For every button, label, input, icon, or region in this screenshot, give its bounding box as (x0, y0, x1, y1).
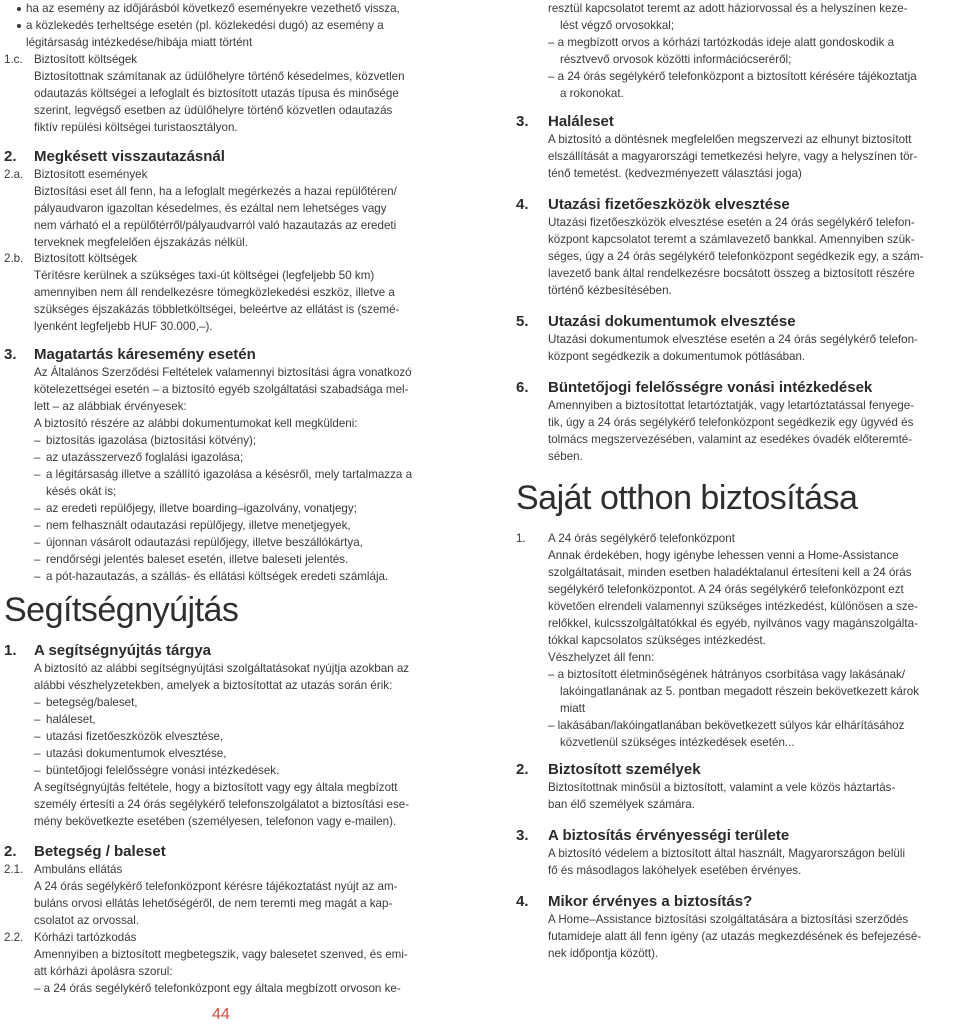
body-line: segélykérő telefonközpontot. A 24 órás segélykérő telefonközpont ezt (548, 583, 904, 596)
subsection-1c-heading (4, 51, 137, 68)
body-line: lést végző orvosokkal; (560, 19, 675, 32)
subsection-title: Ambuláns ellátás (34, 863, 123, 876)
section-heading-missed-return (4, 148, 225, 166)
body-line: lett – az alábbiak érvényesek: (34, 400, 187, 413)
body-line: relőkkel, kulcsszolgáltatókkal és egyéb, nyilvános vagy magánszolgálta- (548, 617, 918, 630)
body-line: mény bekövetkezte esetében (személyesen, telefonon vagy e-mailen). (34, 815, 397, 828)
body-line: fő és másodlagos lakóhelyek esetében érvényes. (548, 864, 802, 877)
body-line: történő kézbesítésében. (548, 284, 672, 297)
list-item: – biztosítás igazolása (biztosítási kötvény); (34, 434, 257, 447)
chapter-title-assistance: Segítségnyújtás (4, 591, 239, 629)
list-item: – az utazásszervező foglalási igazolása; (34, 451, 244, 464)
bullet-icon (17, 24, 21, 28)
section-number: 3. (516, 827, 529, 844)
bullet-icon (17, 7, 21, 11)
body-line: Amennyiben a biztosított megbetegszik, vagy balesetet szenved, és emi- (34, 948, 408, 961)
body-line: központ segédkezik a dokumentumok pótlásában. (548, 350, 806, 363)
body-line: A biztosító az alábbi segítségnyújtási szolgáltatásokat nyújtja azokban az (34, 662, 410, 675)
bullet-item (4, 0, 400, 17)
section-title: Magatartás káresemény esetén (34, 346, 256, 363)
home-section-1-heading (516, 530, 735, 547)
list-item-text: büntetőjogi felelősségre vonási intézkedések. (46, 764, 280, 777)
body-line: nem várható el a repülőtérről/pályaudvarról való hazautazás az eredeti (34, 219, 397, 232)
docs-body (516, 331, 918, 365)
list-item: – betegség/baleset, (34, 696, 138, 709)
bullet-item (4, 17, 384, 34)
conduct-body (4, 364, 412, 432)
list-item: – újonnan vásárolt odautazási repülőjegy, illetve beszállókártya, (34, 536, 363, 549)
subsection-label: 1.c. (4, 53, 23, 66)
list-item-continuation: miatt (560, 702, 586, 715)
subsection-2b-body (4, 267, 399, 335)
emergency-list (516, 666, 919, 751)
subsection-label: 2.2. (4, 931, 24, 944)
subsection-2a-heading (4, 166, 147, 183)
list-item-text: a pót-hazautazás, a szállás- és ellátási költségek eredeti számlája. (46, 570, 389, 583)
list-item-text: utazási dokumentumok elvesztése, (46, 747, 227, 760)
list-item: – a biztosított életminőségének hátrányos csorbítása vagy lakásának/ (548, 668, 906, 681)
list-item: – rendőrségi jelentés baleset esetén, illetve baleseti jelentés. (34, 553, 349, 566)
body-line: att kórházi ápolásra szorul: (34, 965, 173, 978)
section-heading-illness (4, 843, 166, 861)
subsection-title: Biztosított költségek (34, 252, 138, 265)
section-number: 3. (4, 346, 17, 363)
body-line: Biztosítási eset áll fenn, ha a lefoglalt megérkezés a hazai repülőtéren/ (34, 185, 397, 198)
section-title: Utazási fizetőeszközök elvesztése (548, 196, 790, 213)
subsection-label: 2.b. (4, 252, 24, 265)
body-line: csolatot az orvossal. (34, 914, 140, 927)
subsection-1c-body (4, 68, 405, 136)
body-line: A biztosító a döntésnek megfelelően megszervezi az elhunyt biztosított (548, 133, 912, 146)
body-line: szolgáltatásait, minden esetben haladéktalanul értesíteni kell a 24 órás (548, 566, 912, 579)
subsection-label: 2.a. (4, 168, 24, 181)
bullet-text: ha az esemény az időjárásból következő eseményekre vezethető vissza, (26, 2, 400, 15)
body-line: ban élő személyek számára. (548, 798, 695, 811)
body-line: Amennyiben a biztosítottat letartóztatják, vagy letartóztatással fenyege- (548, 399, 915, 412)
list-item: – lakásában/lakóingatlanában bekövetkezett súlyos kár elhárításához (548, 719, 905, 732)
list-item-text: az eredeti repülőjegy, illetve boarding–igazolvány, vonatjegy; (46, 502, 357, 515)
body-line: kötelezettségei esetén – a biztosító egyéb szolgáltatási szabadsága mel- (34, 383, 409, 396)
section-heading-payment-loss (516, 196, 790, 214)
persons-body (516, 779, 895, 813)
body-line: sében. (548, 450, 583, 463)
home-section-1-body (516, 547, 918, 666)
list-item-continuation: közvetlenül szükséges intézkedések esetén... (560, 736, 795, 749)
subsection-2a-body (4, 183, 397, 251)
section-number: 2. (4, 843, 17, 860)
body-line: A biztosító védelem a biztosított által használt, Magyarországon belüli (548, 847, 906, 860)
list-item-continuation: lakóingatlanának az 5. pontban megadott részein bekövetkezett károk (560, 685, 919, 698)
body-line: séges, úgy a 24 órás segélykérő telefonközpont segédkezik egy, a szám- (548, 250, 924, 263)
section-heading-conduct (4, 346, 256, 364)
list-item: – utazási fizetőeszközök elvesztése, (34, 730, 224, 743)
list-item: – haláleset, (34, 713, 96, 726)
validity-body (516, 911, 921, 962)
section-number: 1. (4, 642, 17, 659)
conduct-document-list (4, 432, 412, 585)
body-line: A Home–Assistance biztosítási szolgáltatására a biztosítási szerződés (548, 913, 909, 926)
body-line: nek időpontja között). (548, 947, 659, 960)
body-line: követően elrendeli valamennyi szükséges intézkedést, különösen a sze- (548, 600, 918, 613)
subsection-2b-heading (4, 250, 137, 267)
section-heading-scope (4, 642, 211, 660)
list-item: – a pót-hazautazás, a szállás- és ellátási költségek eredeti számlája. (34, 570, 389, 583)
section-heading-insured-persons (516, 761, 701, 779)
subsection-22-heading (4, 929, 136, 946)
list-item: – a légitársaság illetve a szállító igazolása a késésről, mely tartalmazza a (34, 468, 413, 481)
body-line: résztvevő orvosok közötti információcseréről; (560, 53, 792, 66)
body-line: – a 24 órás segélykérő telefonközpont egy általa megbízott orvoson ke- (34, 982, 401, 995)
body-line: Az Általános Szerződési Feltételek valamennyi biztosítási ágra vonatkozó (34, 366, 412, 379)
section-title: Mikor érvényes a biztosítás? (548, 893, 753, 910)
criminal-body (516, 397, 914, 465)
body-line: tókkal kapcsolatos szükséges intézkedést. (548, 634, 766, 647)
bullet-continuation: légitársaság intézkedése/hibája miatt történt (26, 36, 253, 49)
section-heading-validity (516, 893, 752, 911)
subsection-22-body (4, 946, 408, 997)
scope-after-body (4, 779, 409, 830)
body-line: ténő temetést. (kedvezményezett választási joga) (548, 167, 802, 180)
body-line: alábbi vészhelyzetekben, amelyek a biztosítottat az utazás során érik: (34, 679, 393, 692)
section-title: Betegség / baleset (34, 843, 166, 860)
section-title: Megkésett visszautazásnál (34, 148, 225, 165)
subsection-21-heading (4, 861, 122, 878)
scope-body (4, 660, 409, 694)
payment-body (516, 214, 924, 299)
list-item-text: az utazásszervező foglalási igazolása; (46, 451, 244, 464)
subsection-title: Biztosított költségek (34, 53, 138, 66)
body-line: lavezető bank által rendelkezésre bocsátott összeg a biztosított részére (548, 267, 915, 280)
body-line: A segítségnyújtás feltétele, hogy a biztosított vagy egy általa megbízott (34, 781, 398, 794)
body-line: – a 24 órás segélykérő telefonközpont a biztosított kérésére tájékoztatja (548, 70, 917, 83)
section-heading-docs-loss (516, 313, 796, 331)
body-line: Biztosítottnak minősül a biztosított, valamint a vele közös háztartás- (548, 781, 896, 794)
body-line: terveknek megfelelően éjszakázás nélkül. (34, 236, 248, 249)
section-title: Utazási dokumentumok elvesztése (548, 313, 796, 330)
section-title: A biztosítás érvényességi területe (548, 827, 790, 844)
list-item-text: utazási fizetőeszközök elvesztése, (46, 730, 224, 743)
section-number: 4. (516, 196, 529, 213)
body-line: tik, úgy a 24 órás segélykérő telefonközpont segédkezik egy ügyvéd és (548, 416, 914, 429)
list-item: – utazási dokumentumok elvesztése, (34, 747, 227, 760)
body-line: A biztosító részére az alábbi dokumentumokat kell megküldeni: (34, 417, 358, 430)
body-line: a rokonokat. (560, 87, 624, 100)
section-number: 3. (516, 113, 529, 130)
section-title: A segítségnyújtás tárgya (34, 642, 212, 659)
body-line: szükséges éjszakázás többletköltségei, beleértve az ellátást is (szemé- (34, 303, 400, 316)
section-heading-death (516, 113, 614, 131)
list-item-text: újonnan vásárolt odautazási repülőjegy, illetve beszállókártya, (46, 536, 363, 549)
section-number: 4. (516, 893, 529, 910)
body-line: Térítésre kerülnek a szükséges taxi-út költségei (legfeljebb 50 km) (34, 269, 375, 282)
continuation-body (516, 0, 917, 102)
section-heading-territory (516, 827, 789, 845)
body-line: Annak érdekében, hogy igénybe lehessen venni a Home-Assistance (548, 549, 899, 562)
section-title: Büntetőjogi felelősségre vonási intézkedések (548, 379, 873, 396)
section-title: Biztosított személyek (548, 761, 701, 778)
body-line: futamideje alatt áll fenn igény (az utazás megkezdésének és befejezésé- (548, 930, 922, 943)
body-line: Utazási dokumentumok elvesztése esetén a 24 órás segélykérő telefon- (548, 333, 918, 346)
body-line: fiktív repülési költségei turistaosztályon. (34, 121, 238, 134)
list-item-text: rendőrségi jelentés baleset esetén, illetve baleseti jelentés. (46, 553, 349, 566)
chapter-title-home-insurance: Saját otthon biztosítása (516, 479, 858, 517)
section-number: 5. (516, 313, 529, 330)
scope-list (4, 694, 279, 779)
subsection-title: Biztosított események (34, 168, 148, 181)
page-number: 44 (212, 1006, 230, 1023)
body-line: elszállítását a magyarországi temetkezési helyre, vagy a helyszínen tör- (548, 150, 918, 163)
body-line: odautazás költségei a lefoglalt és biztosított utazás típusa és minősége (34, 87, 399, 100)
section-number: 6. (516, 379, 529, 396)
body-line: tolmács megszervezésében, valamint az esedékes óvadék előteremté- (548, 433, 913, 446)
section-heading-criminal (516, 379, 872, 397)
list-item: – büntetőjogi felelősségre vonási intézkedések. (34, 764, 280, 777)
list-item: – nem felhasznált odautazási repülőjegy, illetve menetjegyek, (34, 519, 351, 532)
body-line: pályaudvaron igazoltan késedelmes, és ezáltal nem lehetséges vagy (34, 202, 387, 215)
list-item: – az eredeti repülőjegy, illetve boarding–igazolvány, vonatjegy; (34, 502, 357, 515)
body-line: buláns orvosi ellátás lehetőségéről, de nem teremti meg magát a kap- (34, 897, 393, 910)
subsection-label: 2.1. (4, 863, 24, 876)
body-line: A 24 órás segélykérő telefonközpont kérésre tájékoztatást nyújt az am- (34, 880, 398, 893)
list-item-text: haláleset, (46, 713, 96, 726)
body-line: szerint, legvégső esetben az üdülőhelyre történő közvetlen odautazás (34, 104, 393, 117)
body-line: Biztosítottnak számítanak az üdülőhelyre történő késedelmes, közvetlen (34, 70, 405, 83)
subsection-21-body (4, 878, 397, 929)
section-title: A 24 órás segélykérő telefonközpont (548, 532, 735, 545)
bullet-text: a közlekedés terheltsége esetén (pl. közlekedési dugó) az esemény a (26, 19, 384, 32)
section-number: 2. (4, 148, 17, 165)
list-item-text: nem felhasznált odautazási repülőjegy, illetve menetjegyek, (46, 519, 351, 532)
body-line: személy értesíti a 24 órás segélykérő telefonszolgálatot a biztosítási ese- (34, 798, 410, 811)
section-number: 2. (516, 761, 529, 778)
body-line: – a megbízott orvos a kórházi tartózkodás ideje alatt gondoskodik a (548, 36, 895, 49)
death-body (516, 131, 917, 182)
body-line: Utazási fizetőeszközök elvesztése esetén a 24 órás segélykérő telefon- (548, 216, 915, 229)
list-item-text: biztosítás igazolása (biztosítási kötvény); (46, 434, 257, 447)
body-line: amennyiben nem áll rendelkezésre tömegközlekedési eszköz, illetve a (34, 286, 395, 299)
list-item-continuation: késés okát is; (46, 485, 117, 498)
body-line: Vészhelyzet áll fenn: (548, 651, 655, 664)
list-item-text: betegség/baleset, (46, 696, 138, 709)
territory-body (516, 845, 905, 879)
body-line: központ kapcsolatot teremt a számlavezető bankkal. Amennyiben szük- (548, 233, 915, 246)
section-number: 1. (516, 532, 526, 545)
list-item-text: a légitársaság illetve a szállító igazolása a késésről, mely tartalmazza a (46, 468, 413, 481)
body-line: resztül kapcsolatot teremt az adott háziorvossal és a helyszínen keze- (548, 2, 908, 15)
body-line: lyenként legfeljebb HUF 30.000,–). (34, 320, 213, 333)
section-title: Haláleset (548, 113, 614, 130)
subsection-title: Kórházi tartózkodás (34, 931, 137, 944)
